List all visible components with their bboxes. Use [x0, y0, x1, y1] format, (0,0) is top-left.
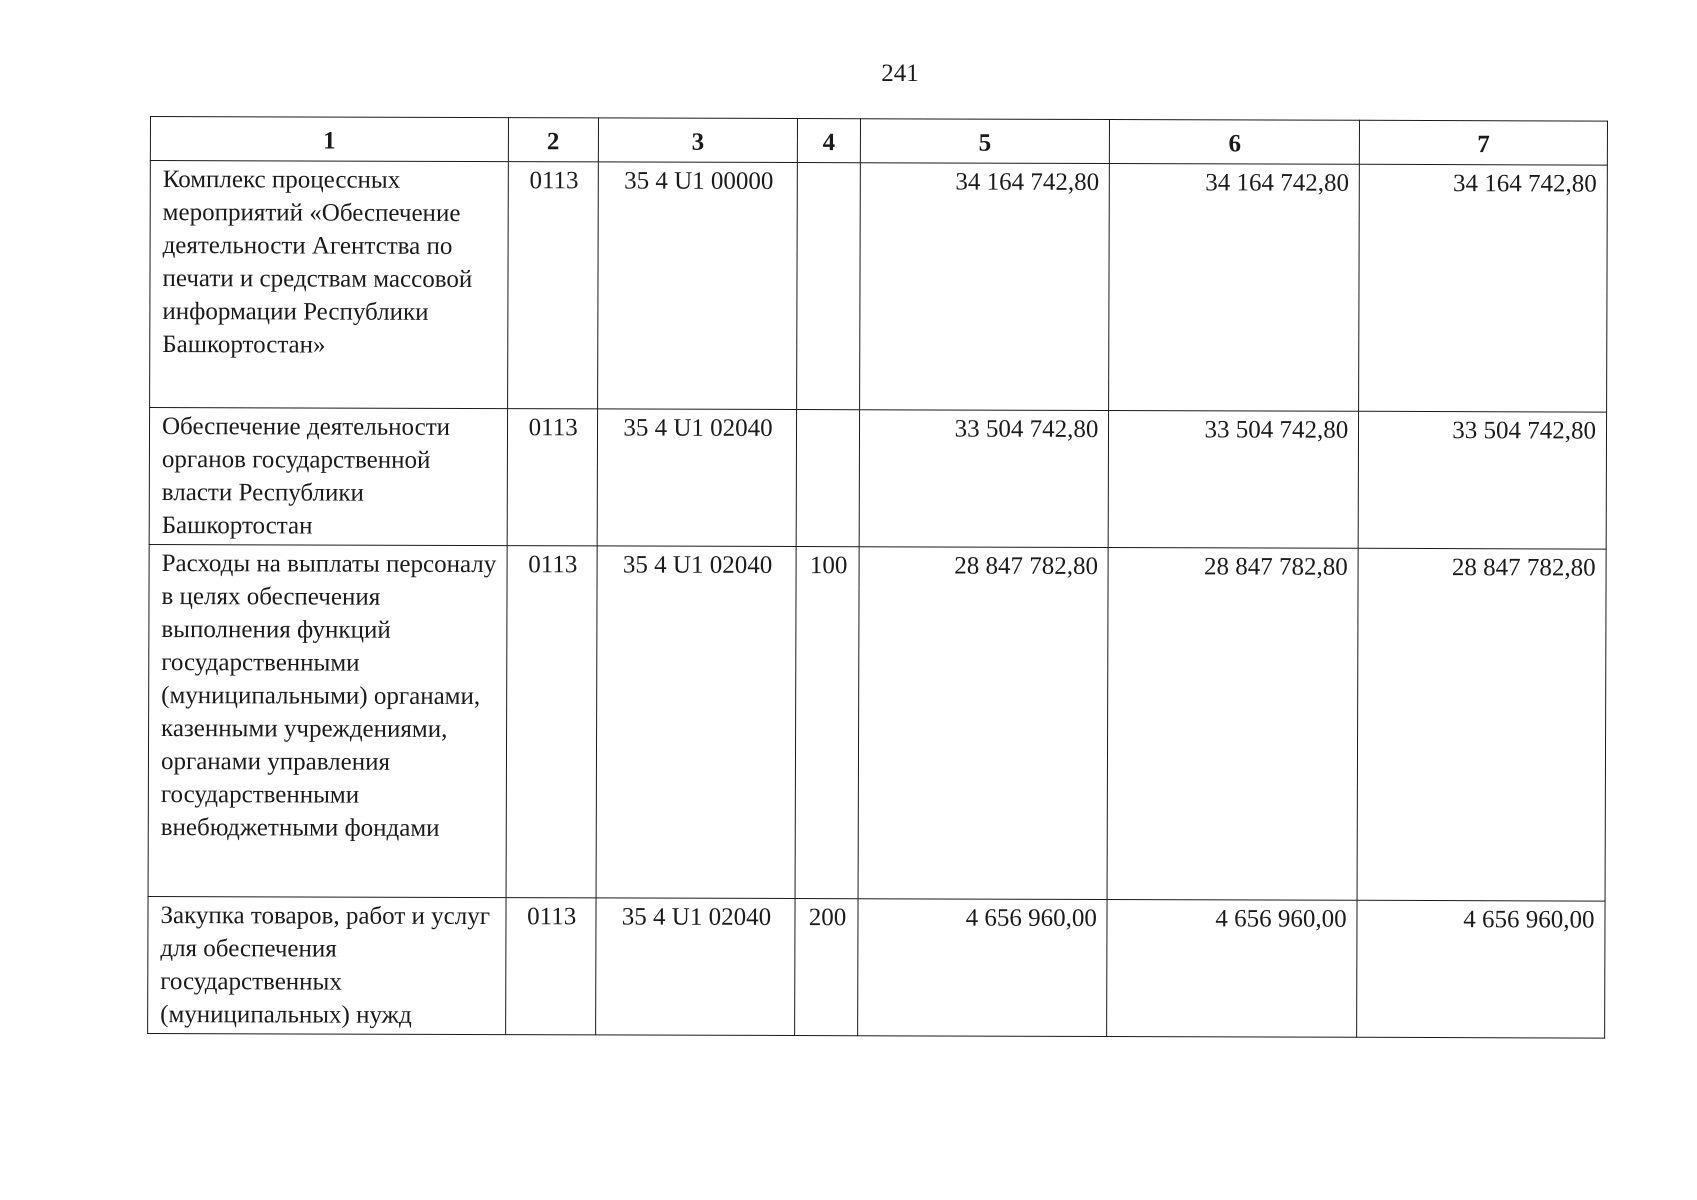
row-amount-7: 34 164 742,80: [1359, 164, 1608, 412]
row-amount-5: 28 847 782,80: [858, 547, 1109, 900]
row-amount-7: 4 656 960,00: [1357, 900, 1605, 1038]
budget-table: [147, 116, 1608, 1039]
column-header-7: 7: [1360, 120, 1608, 165]
column-header-3: 3: [598, 118, 798, 163]
column-header-6: 6: [1110, 120, 1360, 165]
row-name: Закупка товаров, работ и услуг для обеспечения государственных (муниципальных) нужд: [148, 896, 506, 1034]
row-amount-6: 4 656 960,00: [1107, 900, 1357, 1038]
row-amount-6: 28 847 782,80: [1107, 548, 1358, 901]
row-amount-6: 33 504 742,80: [1109, 411, 1359, 549]
column-header-2: 2: [508, 118, 598, 162]
row-section: 0113: [506, 546, 597, 898]
row-amount-5: 4 656 960,00: [857, 899, 1107, 1037]
column-header-4: 4: [798, 119, 860, 163]
row-expense-type: 100: [795, 547, 858, 899]
row-target-article: 35 4 U1 02040: [597, 409, 797, 547]
page-number: 241: [881, 60, 919, 87]
row-amount-7: 28 847 782,80: [1357, 548, 1606, 901]
row-section: 0113: [507, 162, 597, 409]
row-expense-type: [797, 410, 860, 547]
row-section: 0113: [507, 409, 597, 546]
row-name: Комплекс процессных мероприятий «Обеспечение деятельности Агентства по печати и средствам массовой информации Республики Башкортостан»: [150, 161, 509, 409]
row-target-article: 35 4 U1 00000: [597, 162, 798, 410]
row-target-article: 35 4 U1 02040: [595, 898, 795, 1036]
row-amount-5: 33 504 742,80: [859, 410, 1109, 548]
header-row: [150, 117, 1607, 166]
row-amount-7: 33 504 742,80: [1358, 411, 1606, 549]
table-row: [148, 896, 1605, 1038]
table-row: [149, 408, 1606, 550]
row-section: 0113: [505, 898, 595, 1035]
row-name: Расходы на выплаты персоналу в целях обеспечения выполнения функций государственными (муниципальными) органами, казенными учреждениями, органами управления государственными внебюджетными фондами: [148, 544, 507, 897]
row-target-article: 35 4 U1 02040: [596, 546, 797, 899]
row-amount-6: 34 164 742,80: [1109, 164, 1360, 412]
row-expense-type: [797, 163, 860, 410]
table-row: [150, 161, 1608, 413]
row-name: Обеспечение деятельности органов государственной власти Республики Башкортостан: [149, 408, 507, 546]
row-amount-5: 34 164 742,80: [859, 163, 1110, 411]
column-header-5: 5: [860, 119, 1110, 164]
table-row: [148, 544, 1606, 901]
column-header-1: 1: [150, 117, 508, 162]
row-expense-type: 200: [795, 899, 858, 1036]
